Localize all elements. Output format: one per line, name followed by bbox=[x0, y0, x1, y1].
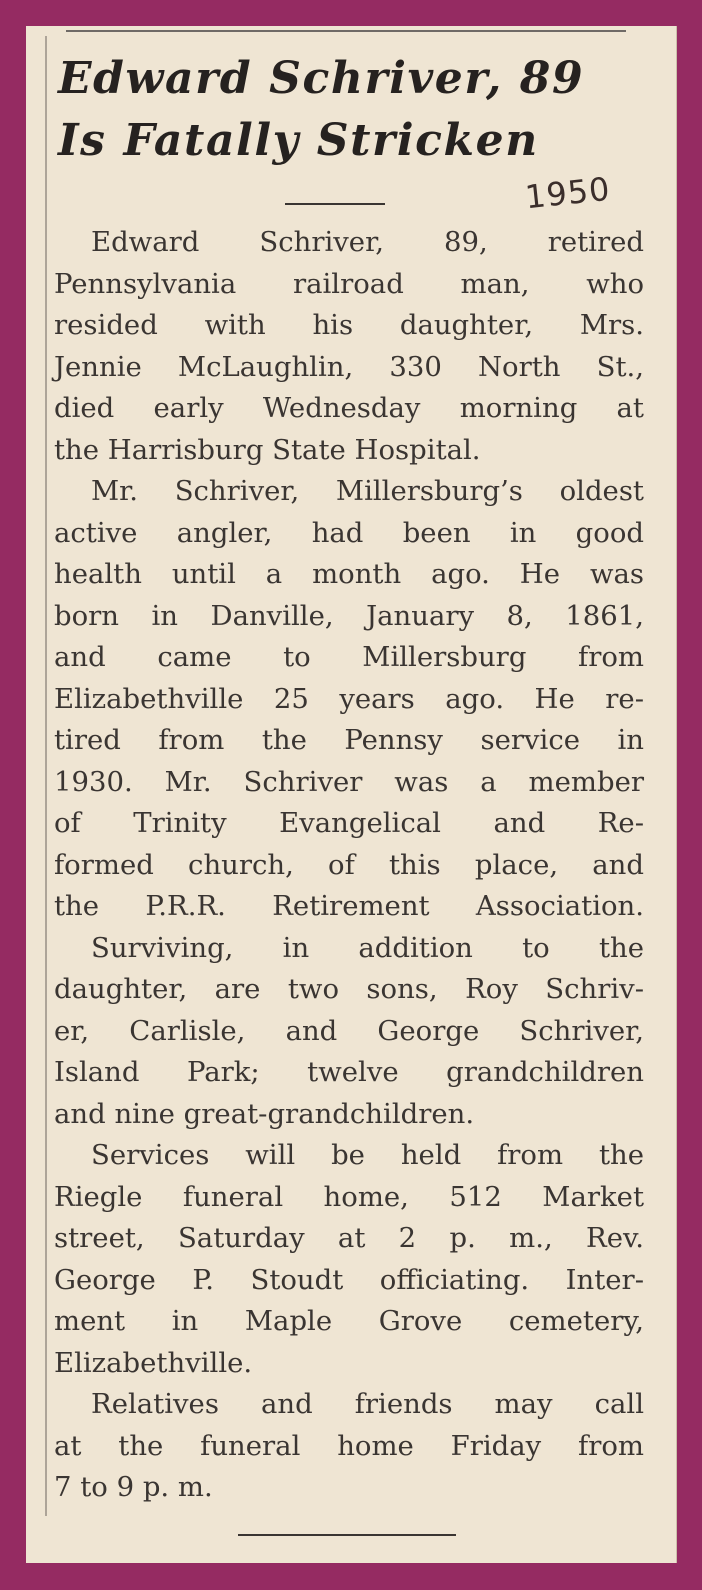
text-line: George P. Stoudt officiating. Inter- bbox=[54, 1263, 644, 1296]
paragraph-survivors bbox=[54, 928, 644, 1136]
text-line: Island Park; twelve grandchildren bbox=[54, 1056, 644, 1088]
headline-line: Is Fatally Stricken bbox=[58, 115, 539, 166]
text-line: Services will be held from the bbox=[91, 1139, 644, 1171]
headline bbox=[58, 48, 584, 172]
text-line: died early Wednesday morning at bbox=[54, 392, 644, 424]
text-line: at the funeral home Friday from bbox=[54, 1429, 644, 1462]
text-line: Elizabethville. bbox=[54, 1346, 253, 1379]
bottom-rule bbox=[238, 1534, 456, 1536]
text-line: born in Danville, January 8, 1861, bbox=[54, 599, 644, 632]
article-body bbox=[54, 222, 644, 1509]
text-line: Pennsylvania railroad man, who bbox=[54, 267, 644, 300]
text-line: 1930. Mr. Schriver was a member bbox=[54, 765, 644, 798]
text-line: active angler, had been in good bbox=[54, 516, 644, 549]
text-line: 7 to 9 p. m. bbox=[54, 1471, 213, 1503]
text-line: Elizabethville 25 years ago. He re- bbox=[54, 682, 644, 715]
text-line: Jennie McLaughlin, 330 North St., bbox=[54, 350, 644, 383]
text-line: health until a month ago. He was bbox=[54, 558, 644, 590]
text-line: ment in Maple Grove cemetery, bbox=[54, 1305, 644, 1337]
column-rule bbox=[45, 36, 47, 1516]
paragraph-death-notice bbox=[54, 222, 644, 471]
newspaper-clipping bbox=[26, 26, 677, 1563]
text-line: and nine great-grandchildren. bbox=[54, 1097, 475, 1130]
paragraph-visitation bbox=[54, 1384, 644, 1509]
text-line: Mr. Schriver, Millersburg’s oldest bbox=[91, 475, 644, 507]
headline-divider bbox=[285, 203, 385, 205]
text-line: and came to Millersburg from bbox=[54, 641, 644, 673]
text-line: tired from the Pennsy service in bbox=[54, 724, 644, 756]
text-line: Relatives and friends may call bbox=[91, 1388, 644, 1420]
text-line: the Harrisburg State Hospital. bbox=[54, 433, 481, 466]
paragraph-services bbox=[54, 1135, 644, 1384]
text-line: Surviving, in addition to the bbox=[91, 931, 644, 964]
text-line: er, Carlisle, and George Schriver, bbox=[54, 1014, 644, 1047]
paragraph-biography bbox=[54, 471, 644, 928]
text-line: Edward Schriver, 89, retired bbox=[91, 226, 644, 258]
top-rule bbox=[66, 30, 626, 32]
text-line: resided with his daughter, Mrs. bbox=[54, 309, 644, 341]
text-line: the P.R.R. Retirement Association. bbox=[54, 890, 644, 922]
text-line: street, Saturday at 2 p. m., Rev. bbox=[54, 1222, 644, 1254]
text-line: formed church, of this place, and bbox=[54, 848, 644, 881]
handwritten-year: 1950 bbox=[523, 169, 613, 217]
text-line: Riegle funeral home, 512 Market bbox=[54, 1180, 644, 1213]
headline-line: Edward Schriver, 89 bbox=[58, 53, 585, 104]
text-line: of Trinity Evangelical and Re- bbox=[54, 807, 644, 839]
text-line: daughter, are two sons, Roy Schriv- bbox=[54, 973, 644, 1005]
